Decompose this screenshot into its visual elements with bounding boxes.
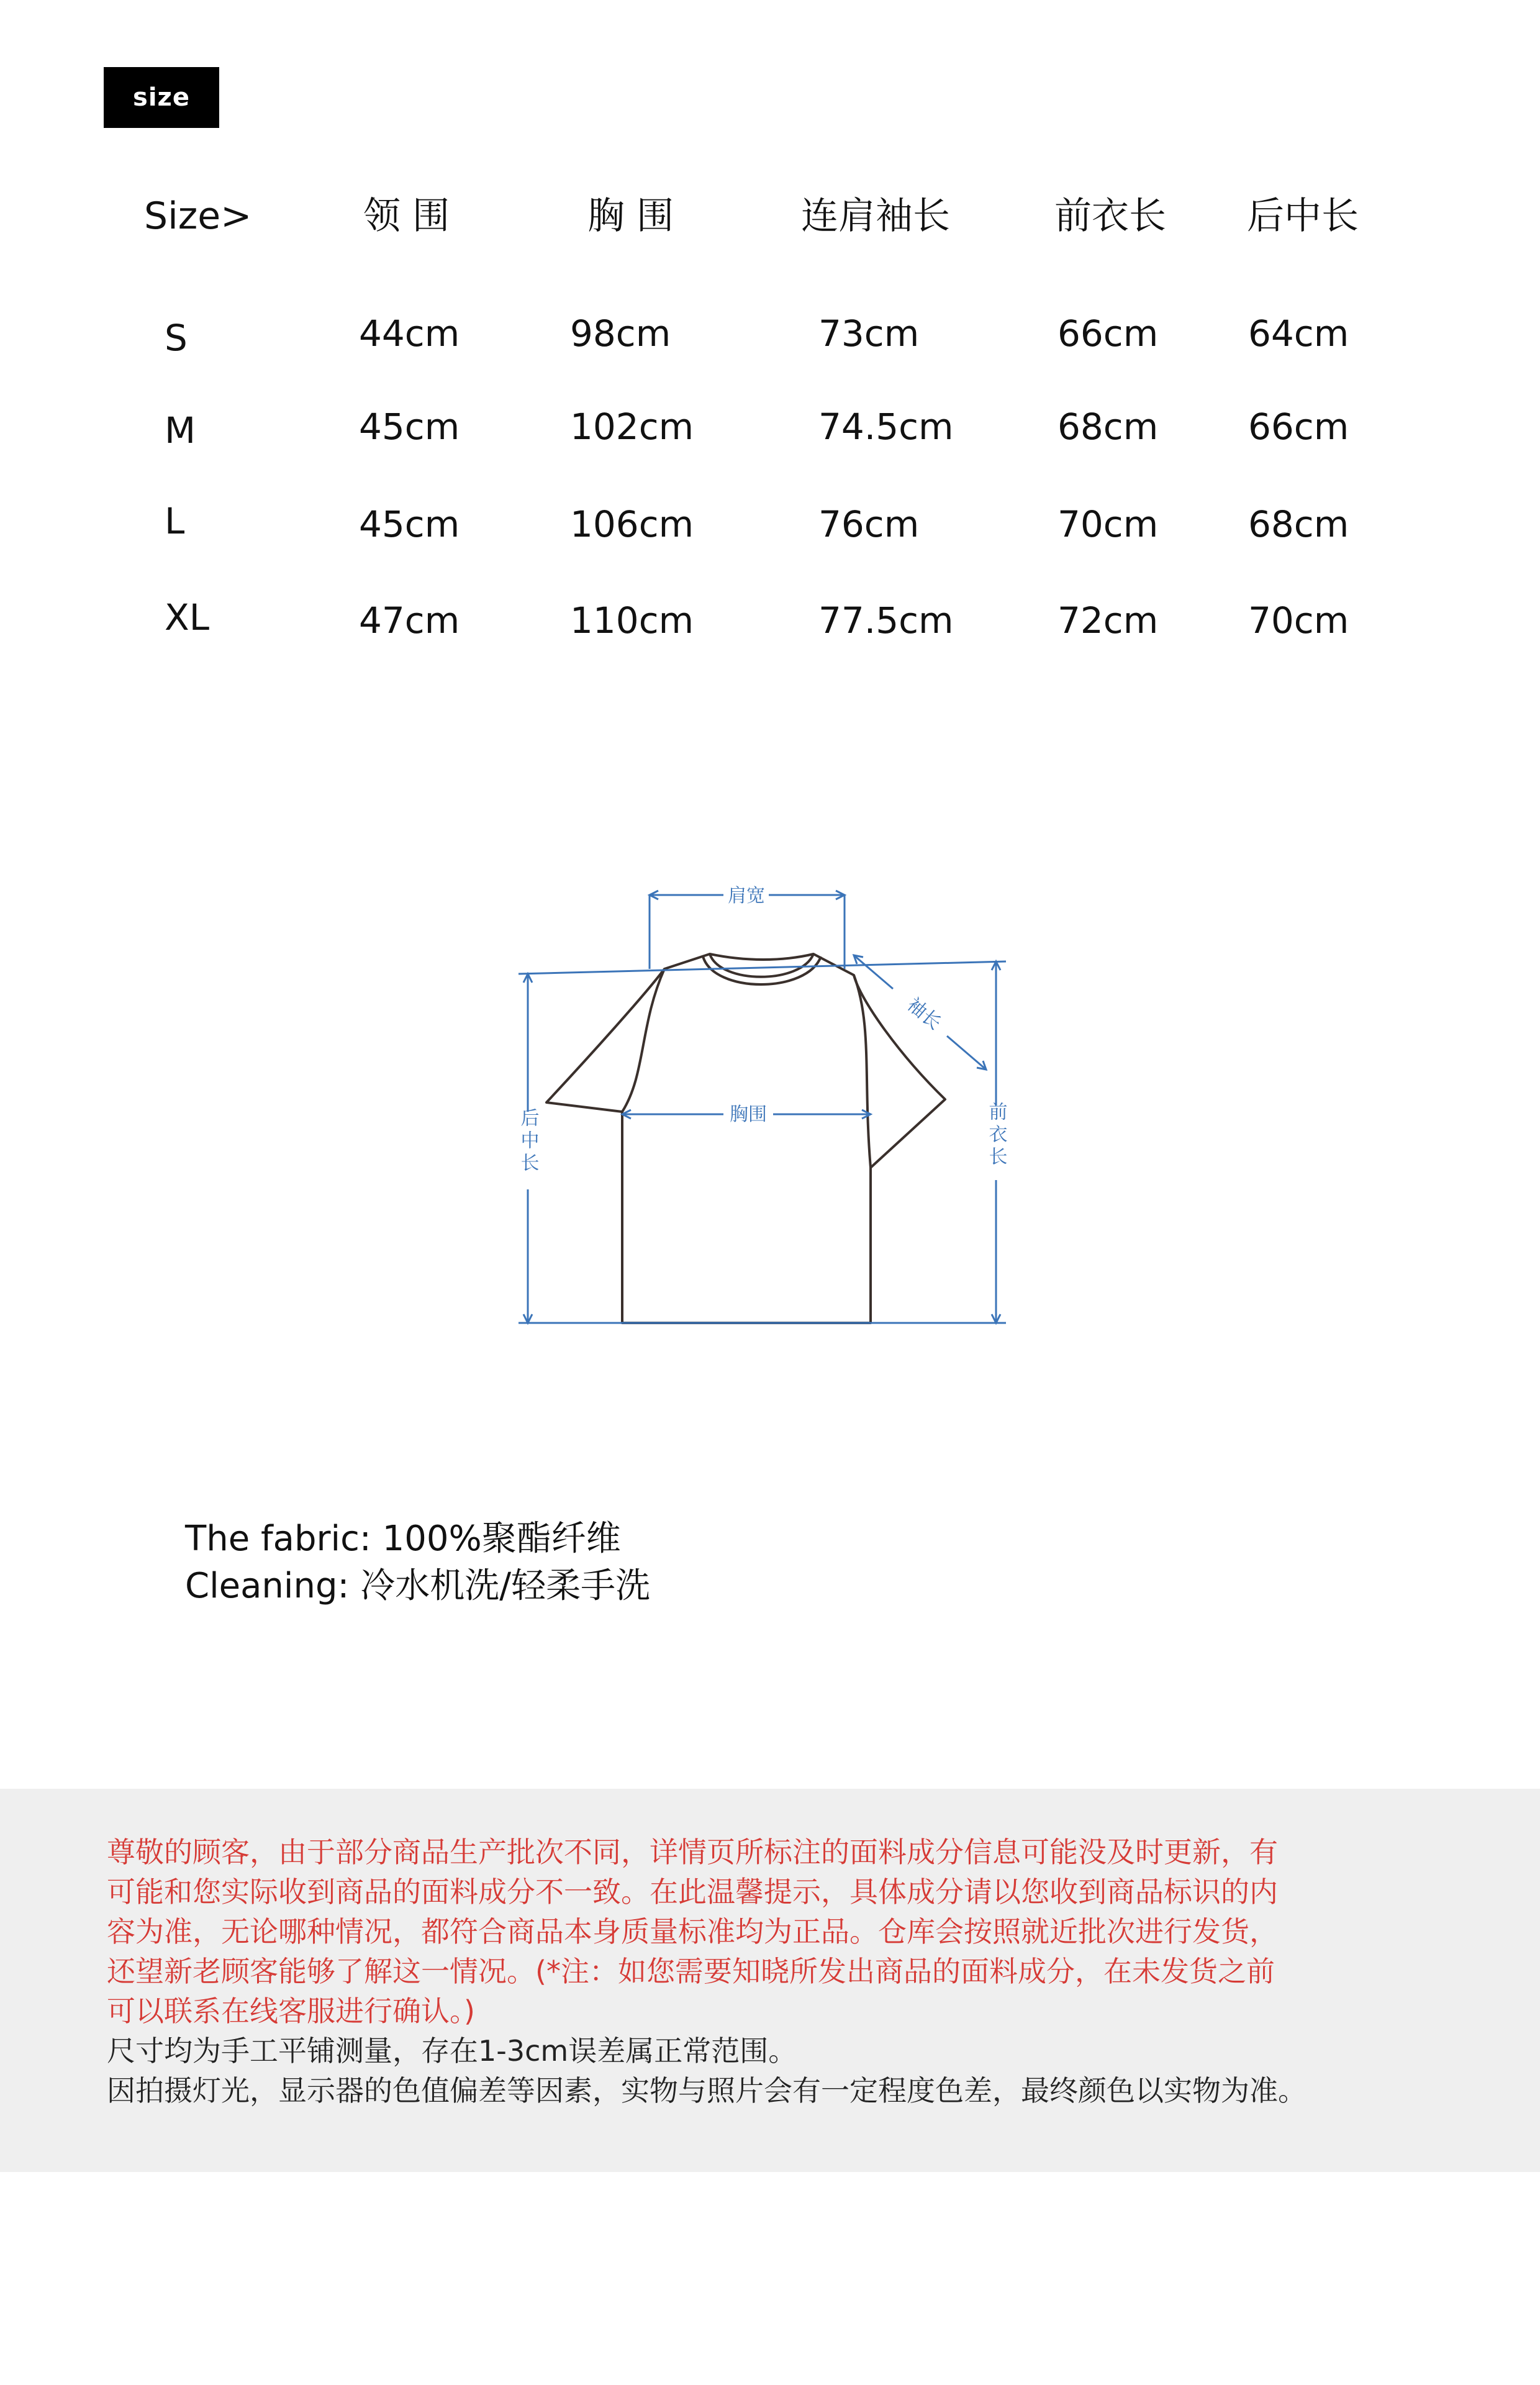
notice-dark-line: 尺寸均为手工平铺测量，存在1-3cm误差属正常范围。: [107, 2034, 797, 2068]
fabric-label: The fabric:: [185, 1519, 371, 1559]
header-front-length: 前衣长: [1054, 194, 1166, 238]
cell-l-size: L: [165, 500, 185, 542]
fabric-info: [185, 1515, 650, 1610]
cell-l-collar: 45cm: [359, 503, 460, 545]
notice-red-line: 可能和您实际收到商品的面料成分不一致。在此温馨提示，具体成分请以您收到商品标识的内: [107, 1875, 1278, 1909]
cell-xl-sleeve: 77.5cm: [818, 599, 954, 642]
cell-xl-collar: 47cm: [359, 599, 460, 642]
cell-s-chest: 98cm: [570, 312, 671, 355]
label-sleeve: 袖长: [902, 994, 946, 1035]
cleaning-label: Cleaning:: [185, 1566, 350, 1606]
cell-m-back: 66cm: [1248, 406, 1349, 448]
header-sleeve: 连肩袖长: [801, 194, 950, 238]
cell-s-front: 66cm: [1058, 312, 1159, 355]
notice-dark-line: 因拍摄灯光，显示器的色值偏差等因素，实物与照片会有一定程度色差，最终颜色以实物为准。: [107, 2074, 1307, 2107]
cell-xl-chest: 110cm: [570, 599, 694, 642]
cell-l-sleeve: 76cm: [818, 503, 920, 545]
tshirt-measurement-diagram: [509, 876, 1018, 1335]
cell-xl-back: 70cm: [1248, 599, 1349, 642]
cleaning-value: 冷水机洗/轻柔手洗: [360, 1566, 651, 1606]
notice-red-line: 容为准，无论哪种情况，都符合商品本身质量标准均为正品。仓库会按照就近批次进行发货，: [107, 1915, 1278, 1948]
cell-s-collar: 44cm: [359, 312, 460, 355]
label-shoulder: 肩宽: [728, 885, 765, 907]
header-collar: 领 围: [363, 194, 450, 238]
label-front-length: 前衣长: [985, 1102, 1007, 1169]
notice-red-line: 还望新老顾客能够了解这一情况。(*注：如您需要知晓所发出商品的面料成分，在未发货之前: [107, 1955, 1275, 1988]
cell-xl-size: XL: [165, 596, 210, 638]
size-tag: size: [104, 67, 219, 128]
cell-m-size: M: [165, 409, 196, 452]
header-back-length: 后中长: [1247, 194, 1359, 238]
cleaning-line: [185, 1563, 650, 1610]
notice-red-line: 尊敬的顾客，由于部分商品生产批次不同，详情页所标注的面料成分信息可能没及时更新，有: [107, 1835, 1278, 1869]
cell-m-front: 68cm: [1058, 406, 1159, 448]
cell-s-sleeve: 73cm: [818, 312, 920, 355]
cell-s-size: S: [165, 317, 188, 359]
cell-m-chest: 102cm: [570, 406, 694, 448]
fabric-line: [185, 1515, 650, 1563]
label-back-length: 后中长: [517, 1108, 539, 1175]
cell-xl-front: 72cm: [1058, 599, 1159, 642]
header-chest: 胸 围: [587, 194, 674, 238]
cell-s-back: 64cm: [1248, 312, 1349, 355]
cell-m-collar: 45cm: [359, 406, 460, 448]
cell-l-front: 70cm: [1058, 503, 1159, 545]
notice-text: [107, 1832, 1461, 2110]
label-chest: 胸围: [730, 1104, 767, 1125]
cell-l-back: 68cm: [1248, 503, 1349, 545]
cell-l-chest: 106cm: [570, 503, 694, 545]
notice-red-line: 可以联系在线客服进行确认。): [107, 1994, 475, 2028]
tshirt-outline: [546, 954, 945, 1323]
fabric-value: 100%聚酯纤维: [382, 1519, 621, 1559]
cell-m-sleeve: 74.5cm: [818, 406, 954, 448]
header-size: Size>: [144, 194, 252, 238]
